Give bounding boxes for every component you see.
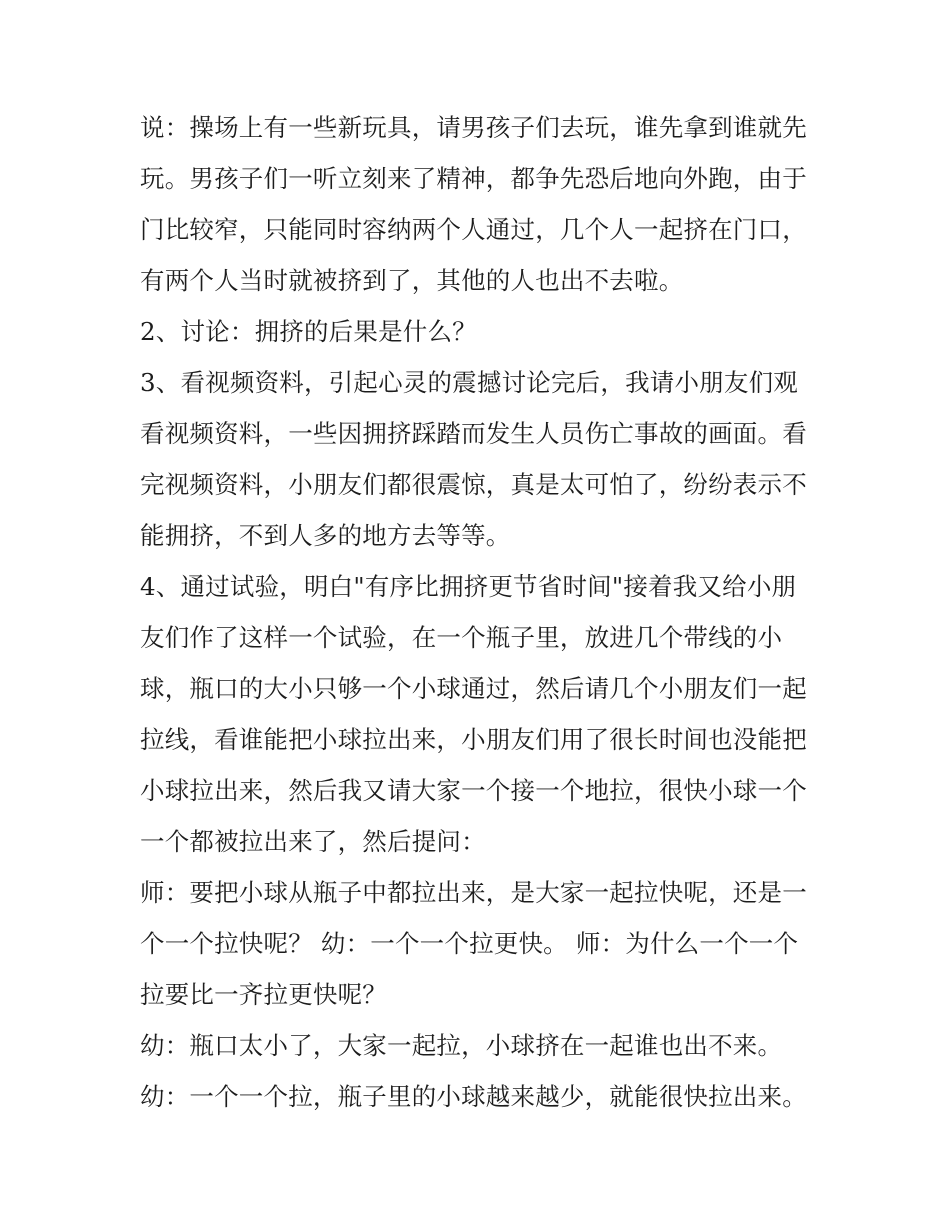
text-line: 能拥挤，不到人多的地方去等等。 [140, 521, 511, 550]
text-line: 友们作了这样一个试验，在一个瓶子里，放进几个带线的小 [140, 623, 783, 652]
section-heading-video: 3、看视频资料，引起心灵的震撼讨论完后，我请小朋友们观 [140, 368, 798, 397]
section-heading-discussion: 2、讨论：拥挤的后果是什么？ [140, 317, 477, 346]
text-line: 看视频资料，一些因拥挤踩踏而发生人员伤亡事故的画面。看 [140, 419, 807, 448]
text-line: 小球拉出来，然后我又请大家一个接一个地拉，很快小球一个 [140, 776, 807, 805]
text-line: 门比较窄，只能同时容纳两个人通过，几个人一起挤在门口， [140, 215, 807, 244]
text-line: 说：操场上有一些新玩具，请男孩子们去玩，谁先拿到谁就先 [140, 113, 807, 142]
dialogue-line: 师：要把小球从瓶子中都拉出来，是大家一起拉快呢，还是一 [140, 878, 807, 907]
document-body [140, 102, 820, 1122]
dialogue-line: 幼：一个一个拉，瓶子里的小球越来越少，就能很快拉出来。 [140, 1082, 807, 1111]
dialogue-line: 个一个拉快呢？ 幼：一个一个拉更快。 师：为什么一个一个 [140, 929, 799, 958]
text-line: 玩。男孩子们一听立刻来了精神，都争先恐后地向外跑，由于 [140, 164, 807, 193]
text-line: 拉线，看谁能把小球拉出来，小朋友们用了很长时间也没能把 [140, 725, 807, 754]
text-line: 球，瓶口的大小只够一个小球通过，然后请几个小朋友们一起 [140, 674, 807, 703]
text-line: 完视频资料，小朋友们都很震惊，真是太可怕了，纷纷表示不 [140, 470, 807, 499]
dialogue-line: 幼：瓶口太小了，大家一起拉，小球挤在一起谁也出不来。 [140, 1031, 783, 1060]
text-line: 有两个人当时就被挤到了，其他的人也出不去啦。 [140, 266, 684, 295]
dialogue-line: 拉要比一齐拉更快呢？ [140, 980, 387, 1009]
section-heading-experiment: 4、通过试验，明白"有序比拥挤更节省时间"接着我又给小朋 [140, 572, 797, 601]
text-line: 一个都被拉出来了，然后提问： [140, 827, 486, 856]
